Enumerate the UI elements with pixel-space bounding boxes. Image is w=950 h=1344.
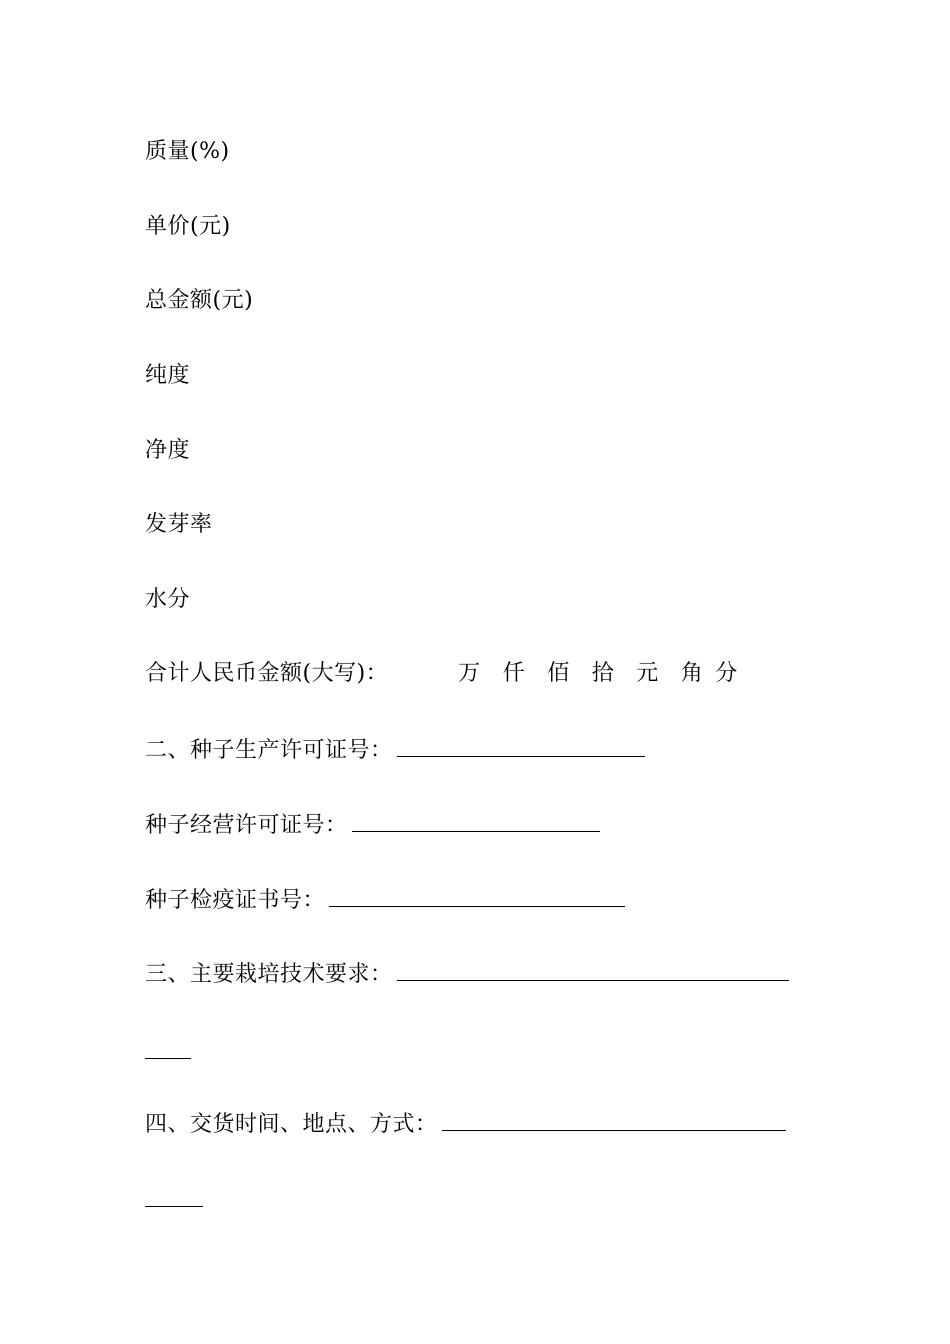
unit-jiao: 角 [680,661,704,686]
cultivation-row [145,958,789,990]
cultivation-blank-continued [145,1057,191,1059]
business-license-label: 种子经营许可证号： [145,813,348,838]
delivery-row [145,1108,786,1140]
total-rmb-row [145,659,738,689]
cultivation-blank [397,958,789,981]
cultivation-label: 三、主要栽培技术要求： [145,962,393,987]
delivery-label: 四、交货时间、地点、方式： [145,1112,438,1137]
item-cleanliness: 净度 [145,438,191,463]
unit-wan: 万 [458,661,481,686]
unit-yuan: 元 [636,661,659,686]
unit-qian: 仟 [502,661,526,686]
item-unit-price: 单价(元) [145,214,231,239]
item-moisture: 水分 [145,587,191,612]
item-total-amount: 总金额(元) [145,288,254,313]
total-rmb-label: 合计人民币金额(大写)： [145,661,389,686]
item-quality: 质量(%) [145,139,230,164]
item-purity: 纯度 [145,363,191,388]
production-license-label: 二、种子生产许可证号： [145,738,393,763]
production-license-row [145,734,645,766]
currency-units [458,659,738,689]
quarantine-cert-row [145,884,625,916]
unit-shi: 拾 [591,661,615,686]
unit-bai: 佰 [547,661,570,686]
quarantine-cert-label: 种子检疫证书号： [145,888,326,913]
unit-fen: 分 [715,661,738,686]
delivery-blank [442,1108,786,1131]
business-license-row [145,809,600,841]
business-license-blank [352,809,600,832]
production-license-blank [397,734,645,757]
quarantine-cert-blank [329,884,625,907]
item-germination: 发芽率 [145,512,213,537]
delivery-blank-continued [145,1205,203,1207]
